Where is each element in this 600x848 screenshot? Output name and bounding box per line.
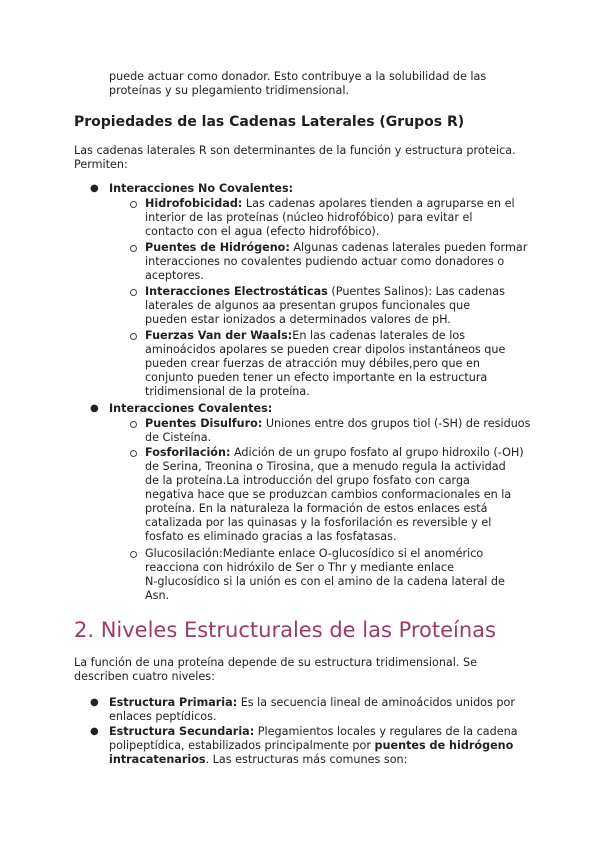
bullet-icon: ●: [90, 183, 99, 194]
list-item-van-der-waals: Fuerzas Van der Waals:En las cadenas laterales de los aminoácidos apolares se pueden crear dipolos instantáneos que pueden crear fuerzas de atracción muy débiles,pero que en conjunto pueden tener un efecto importante en la estructura tridimensional de la proteína.: [145, 329, 506, 398]
list-item-fosforilacion: Fosforilación: Adición de un grupo fosfato al grupo hidroxilo (-OH) de Serina, Treonina o Tirosina, que a menudo regula la actividad de la proteína.La introducción del grupo fosfato con carga negativa hace que se produzcan cambios conformacionales en la proteína. En la naturaleza la formación de estos enlaces está catalizada por las quinasas y la fosforilación es reversible y el fosfato es eliminado gracias a las fosfatasas.: [145, 446, 524, 543]
bullet-icon: ●: [90, 403, 99, 414]
bullet-icon: ●: [90, 726, 99, 737]
circle-bullet-icon: [130, 450, 137, 457]
section-heading-cadenas-laterales: Propiedades de las Cadenas Laterales (Grupos R): [74, 114, 465, 130]
list-item-secundaria: Estructura Secundaria: Plegamientos locales y regulares de la cadena polipeptídica, estabilizados principalmente por puentes de hidrógeno intracatenarios. Las estructuras más comunes son:: [109, 725, 518, 766]
section2-intro: La función de una proteína depende de su estructura tridimensional. Se describen cuatro niveles:: [74, 656, 477, 683]
circle-bullet-icon: [130, 201, 137, 208]
intro-fragment: puede actuar como donador. Esto contribuye a la solubilidad de las proteínas y su plegamiento tridimensional.: [109, 70, 487, 97]
circle-bullet-icon: [130, 333, 137, 340]
list-item-primaria: Estructura Primaria: Es la secuencia lineal de aminoácidos unidos por enlaces peptídicos.: [109, 696, 515, 723]
list-item-electrostaticas: Interacciones Electrostáticas (Puentes Salinos): Las cadenas laterales de algunos aa presentan grupos funcionales que pueden estar ionizados a determinados valores de pH.: [145, 285, 505, 326]
bullet-icon: ●: [90, 697, 99, 708]
list-item-covalent: Interacciones Covalentes:: [109, 402, 273, 415]
circle-bullet-icon: [130, 551, 137, 558]
list-item-glucosilacion: Glucosilación:Mediante enlace O-glucosídico si el anomérico reacciona con hidróxilo de Ser o Thr y mediante enlace N-glucosídico si la unión es con el amino de la cadena lateral de Asn.: [145, 547, 505, 602]
circle-bullet-icon: [130, 245, 137, 252]
circle-bullet-icon: [130, 421, 137, 428]
circle-bullet-icon: [130, 289, 137, 296]
list-item-noncovalent: Interacciones No Covalentes:: [109, 182, 294, 195]
list-item-hidrofobicidad: Hidrofobicidad: Las cadenas apolares tienden a agruparse en el interior de las proteínas (núcleo hidrofóbico) para evitar el contacto con el agua (efecto hidrofóbico).: [145, 197, 515, 238]
section-heading-niveles: 2. Niveles Estructurales de las Proteínas: [74, 618, 496, 642]
list-item-disulfuro: Puentes Disulfuro: Uniones entre dos grupos tiol (-SH) de residuos de Cisteína.: [145, 417, 531, 444]
list-item-puentes-hidrogeno: Puentes de Hidrógeno: Algunas cadenas laterales pueden formar interacciones no covalentes pudiendo actuar como donadores o aceptores.: [145, 241, 528, 282]
section-intro: Las cadenas laterales R son determinantes de la función y estructura proteica. Permiten:: [74, 144, 516, 171]
